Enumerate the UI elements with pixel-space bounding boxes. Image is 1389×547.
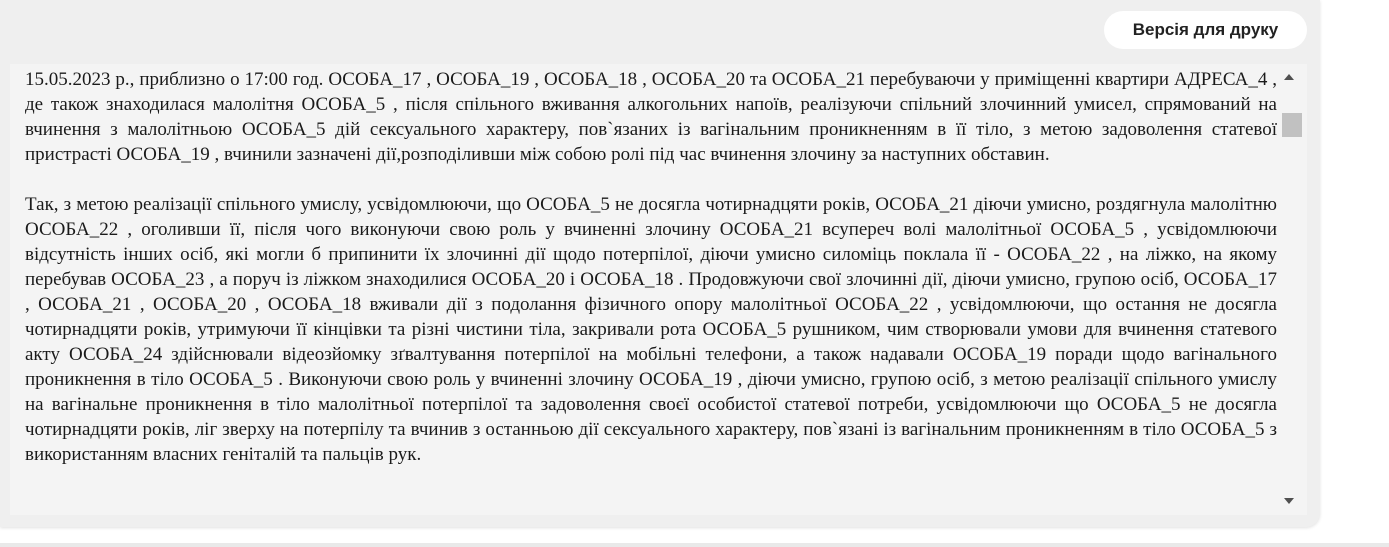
- paragraph-1: 15.05.2023 р., приблизно о 17:00 год. ОСОБА_17 , ОСОБА_19 , ОСОБА_18 , ОСОБА_20 та ОСОБА_21 перебуваючи у приміщенні квартири АДРЕСА_4 , де також знаходилася малолітня ОСОБА_5 , після спільного вживання алкогольних напоїв, реалізуючи спільний злочинний умисел, спрямований на вчинення з малолітньою ОСОБА_5 дій сексуального характеру, пов`язаних із вагінальним проникненням в її тіло, з метою задоволення статевої пристрасті ОСОБА_19 , вчинили зазначені дії,розподіливши між собою ролі під час вчинення злочину за наступних обставин.: [25, 69, 1277, 165]
- scrollbar-thumb[interactable]: [1282, 113, 1302, 137]
- document-text: [25, 67, 1277, 492]
- scroll-down-button[interactable]: [1280, 492, 1297, 509]
- arrow-up-icon: [1284, 74, 1294, 80]
- print-version-button[interactable]: Версія для друку: [1104, 11, 1307, 49]
- vertical-scrollbar[interactable]: [1280, 64, 1297, 515]
- scroll-up-button[interactable]: [1280, 68, 1297, 85]
- arrow-down-icon: [1284, 498, 1294, 504]
- document-text-area[interactable]: [10, 64, 1307, 515]
- paragraph-2: Так, з метою реалізації спільного умислу, усвідомлюючи, що ОСОБА_5 не досягла чотирнадцяти років, ОСОБА_21 діючи умисно, роздягнула малолітню ОСОБА_22 , оголивши її, після чого виконуючи свою роль у вчиненні злочину ОСОБА_21 всупереч волі малолітньої ОСОБА_5 , усвідомлюючи відсутність інших осіб, які могли б припинити їх злочинні дії щодо потерпілої, діючи умисно силоміць поклала її - ОСОБА_22 , на ліжко, на якому перебував ОСОБА_23 , а поруч із ліжком знаходилися ОСОБА_20 і ОСОБА_18 . Продовжуючи свої злочинні дії, діючи умисно, групою осіб, ОСОБА_17 , ОСОБА_21 , ОСОБА_20 , ОСОБА_18 вживали дії з подолання фізичного опору малолітньої ОСОБА_22 , усвідомлюючи, що остання не досягла чотирнадцяти років, утримуючи її кінцівки та різні чистини тіла, закривали рота ОСОБА_5 рушником, чим створювали умови для вчинення статевого акту ОСОБА_24 здійснювали відеозйомку зґвалтування потерпілої на мобільні телефони, а також надавали ОСОБА_19 поради щодо вагінального проникнення в тіло ОСОБА_5 . Виконуючи свою роль у вчиненні злочину ОСОБА_19 , діючи умисно, групою осіб, з метою реалізації спільного умислу на вагінальне проникнення в тіло малолітньої потерпілої та задоволення своєї особистої статевої потреби, усвідомлюючи що ОСОБА_5 не досягла чотирнадцяти років, ліг зверху на потерпілу та вчинив з останньою дії сексуального характеру, пов`язані із вагінальним проникненням в тіло ОСОБА_5 з використанням власних геніталій та пальців рук.: [25, 194, 1277, 465]
- divider: [0, 543, 1389, 547]
